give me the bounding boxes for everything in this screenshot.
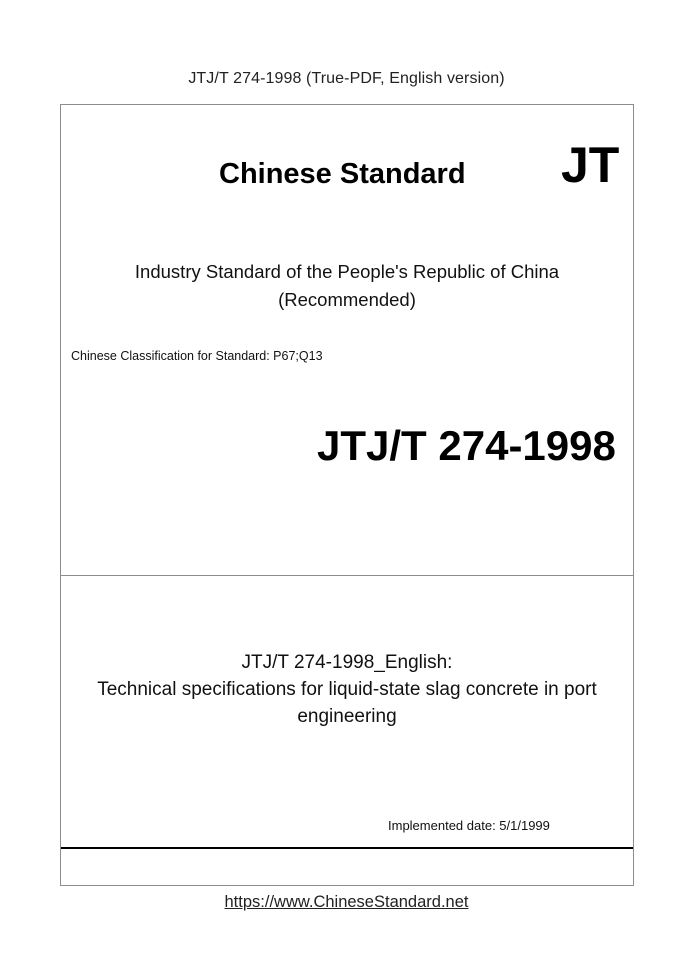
section-divider	[61, 575, 633, 576]
recommended-line: (Recommended)	[278, 289, 416, 310]
page-header: JTJ/T 274-1998 (True-PDF, English version)	[188, 70, 505, 87]
title-line-3: engineering	[297, 706, 397, 727]
standard-title: Chinese Standard	[219, 158, 466, 190]
website-link[interactable]: https://www.ChineseStandard.net	[224, 893, 469, 911]
industry-standard-line: Industry Standard of the People's Republic of China	[134, 261, 560, 282]
cover-box	[60, 104, 634, 886]
bottom-strip	[61, 847, 633, 886]
title-line-2: Technical specifications for liquid-state slag concrete in port	[97, 679, 597, 700]
title-line-1: JTJ/T 274-1998_English:	[241, 652, 453, 673]
document-title	[61, 649, 633, 730]
implemented-date: Implemented date: 5/1/1999	[388, 818, 550, 833]
standard-code-mark: JT	[561, 137, 620, 193]
standard-number: JTJ/T 274-1998	[317, 422, 616, 469]
classification-line: Chinese Classification for Standard: P67;Q13	[71, 349, 323, 363]
footer-website	[0, 893, 693, 912]
